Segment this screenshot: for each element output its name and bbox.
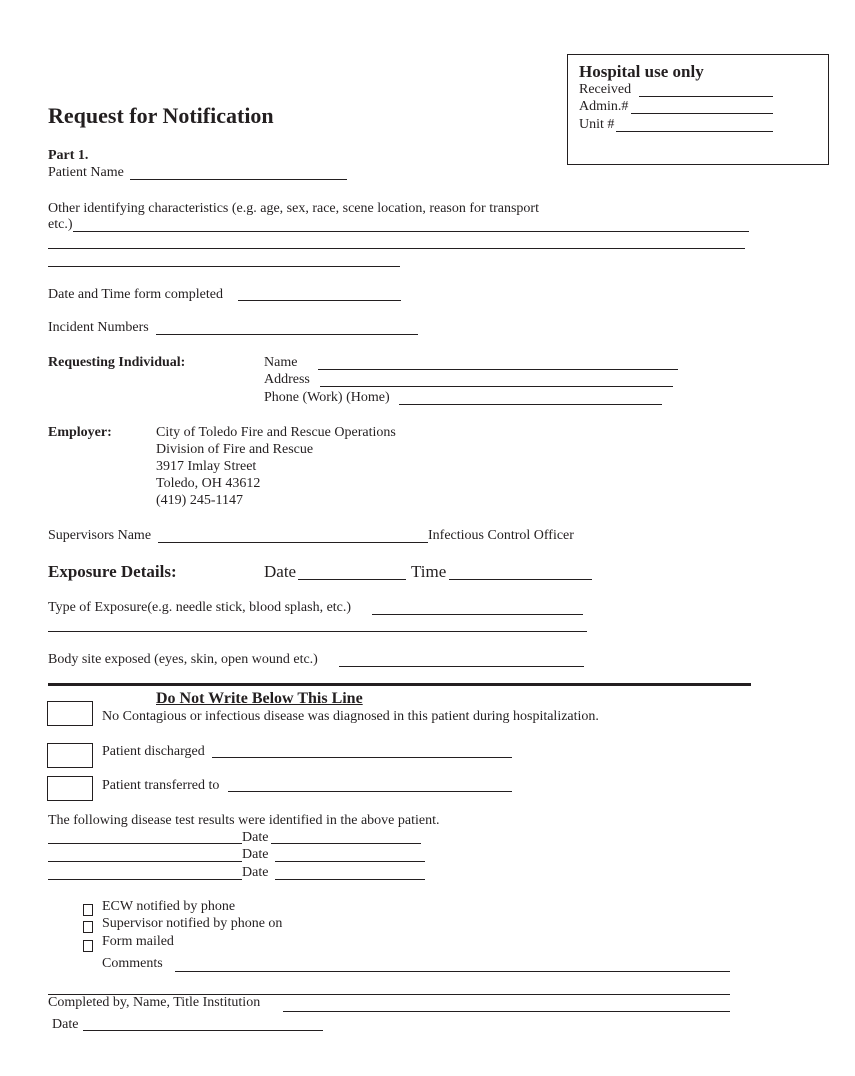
other-identifying-field-1[interactable] [73, 231, 749, 232]
form-mailed-label: Form mailed [102, 934, 174, 949]
requester-address-field[interactable] [320, 386, 673, 387]
test-result-field[interactable] [48, 843, 242, 844]
employer-heading: Employer: [48, 425, 112, 440]
exposure-type-label: Type of Exposure(e.g. needle stick, blood splash, etc.) [48, 600, 352, 615]
hospital-use-title: Hospital use only [579, 62, 704, 81]
ecw-notified-label: ECW notified by phone [102, 899, 236, 914]
supervisor-notified-checkbox[interactable] [83, 921, 93, 933]
test-result-field[interactable] [48, 879, 242, 880]
final-date-label: Date [52, 1017, 79, 1032]
employer-line: Toledo, OH 43612 [156, 476, 261, 491]
ecw-notified-checkbox[interactable] [83, 904, 93, 916]
test-date-field[interactable] [275, 879, 425, 880]
other-identifying-label: Other identifying characteristics (e.g. age, sex, race, scene location, reason for transport [48, 201, 539, 216]
completed-by-field[interactable] [283, 1011, 730, 1012]
exposure-date-label: Date [264, 562, 297, 581]
unit-number-label: Unit # [579, 117, 615, 132]
divider-rule [48, 683, 751, 686]
patient-name-label: Patient Name [48, 165, 124, 180]
exposure-type-field-1[interactable] [372, 614, 583, 615]
other-identifying-label-cont: etc.) [48, 217, 73, 232]
transferred-checkbox[interactable] [47, 776, 93, 801]
comments-field-1[interactable] [175, 971, 730, 972]
transferred-label: Patient transferred to [102, 778, 220, 793]
supervisor-title: Infectious Control Officer [428, 528, 574, 543]
discharged-field[interactable] [212, 757, 512, 758]
exposure-time-label: Time [411, 562, 447, 581]
test-date-field[interactable] [275, 861, 425, 862]
date-time-label: Date and Time form completed [48, 287, 223, 302]
employer-line: City of Toledo Fire and Rescue Operations [156, 425, 396, 440]
date-time-field[interactable] [238, 300, 401, 301]
received-field[interactable] [639, 96, 773, 97]
incident-numbers-label: Incident Numbers [48, 320, 149, 335]
admin-number-label: Admin.# [579, 99, 629, 114]
employer-line: (419) 245-1147 [156, 493, 243, 508]
admin-number-field[interactable] [631, 113, 773, 114]
exposure-details-heading: Exposure Details: [48, 562, 177, 581]
employer-line: 3917 Imlay Street [156, 459, 257, 474]
discharged-checkbox[interactable] [47, 743, 93, 768]
test-date-label: Date [242, 830, 269, 845]
discharged-label: Patient discharged [102, 744, 205, 759]
supervisor-name-field[interactable] [158, 542, 428, 543]
body-site-label: Body site exposed (eyes, skin, open wound etc.) [48, 652, 318, 667]
test-result-field[interactable] [48, 861, 242, 862]
test-date-label: Date [242, 865, 269, 880]
final-date-field[interactable] [83, 1030, 323, 1031]
do-not-write-heading: Do Not Write Below This Line [156, 690, 363, 707]
no-disease-checkbox[interactable] [47, 701, 93, 726]
body-site-field[interactable] [339, 666, 584, 667]
part-label: Part 1. [48, 148, 89, 163]
test-date-field[interactable] [271, 843, 421, 844]
requester-address-label: Address [264, 372, 310, 387]
supervisor-notified-label: Supervisor notified by phone on [102, 916, 283, 931]
form-mailed-checkbox[interactable] [83, 940, 93, 952]
requester-name-label: Name [264, 355, 298, 370]
test-results-label: The following disease test results were identified in the above patient. [48, 813, 440, 828]
completed-by-label: Completed by, Name, Title Institution [48, 995, 261, 1010]
exposure-date-field[interactable] [298, 579, 406, 580]
requester-phone-label: Phone (Work) (Home) [264, 390, 390, 405]
requester-phone-field[interactable] [399, 404, 662, 405]
other-identifying-field-2[interactable] [48, 248, 745, 249]
patient-name-field[interactable] [130, 179, 347, 180]
transferred-field[interactable] [228, 791, 512, 792]
supervisor-name-label: Supervisors Name [48, 528, 152, 543]
exposure-time-field[interactable] [449, 579, 592, 580]
incident-numbers-field[interactable] [156, 334, 418, 335]
requester-name-field[interactable] [318, 369, 678, 370]
test-date-label: Date [242, 847, 269, 862]
requesting-individual-heading: Requesting Individual: [48, 355, 186, 370]
comments-label: Comments [102, 956, 163, 971]
exposure-type-field-2[interactable] [48, 631, 587, 632]
employer-line: Division of Fire and Rescue [156, 442, 314, 457]
received-label: Received [579, 82, 632, 97]
no-disease-label: No Contagious or infectious disease was diagnosed in this patient during hospitalization. [102, 709, 599, 724]
other-identifying-field-3[interactable] [48, 266, 400, 267]
unit-number-field[interactable] [616, 131, 773, 132]
page-title: Request for Notification [48, 103, 274, 128]
